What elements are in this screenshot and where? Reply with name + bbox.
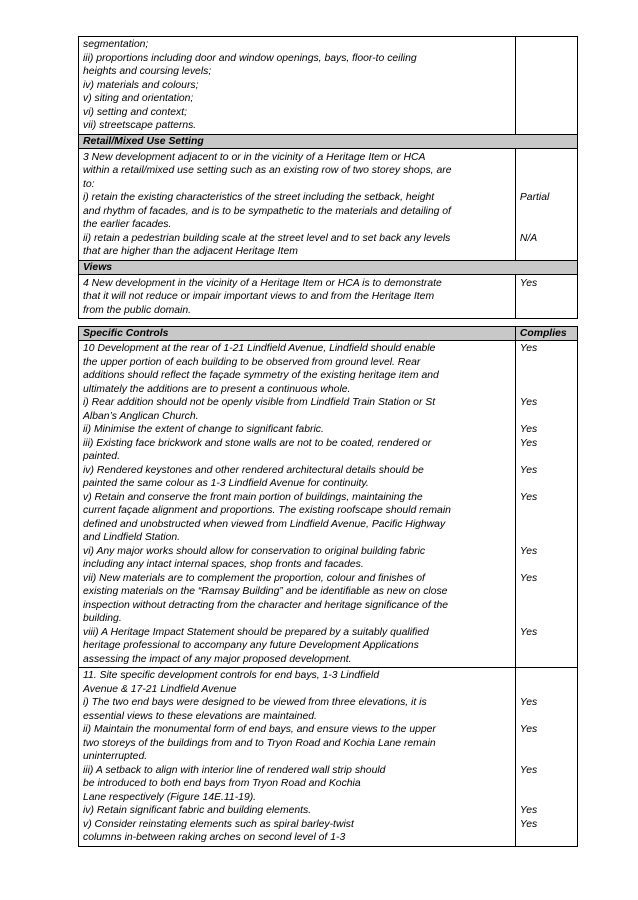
control-text-line: iv) Rendered keystones and other rendered architectural details should be — [83, 464, 424, 476]
views-section-heading: Views — [79, 260, 578, 274]
complies-answer: Yes — [519, 626, 538, 638]
complies-answer — [520, 777, 574, 791]
control-text-line: iii) proportions including door and window openings, bays, floor-to ceiling — [83, 52, 417, 64]
retail-complies-cell — [515, 148, 577, 260]
complies-answer — [520, 669, 574, 683]
control-text-line: i) The two end bays were designed to be viewed from three elevations, it is — [83, 697, 427, 708]
control-text-line: current façade alignment and proportions. The existing roofscape should remain — [83, 505, 451, 516]
control-text-line: additions should reflect the façade symmetry of the existing heritage item and — [83, 370, 439, 381]
control-text-line: iii) Existing face brickwork and stone walls are not to be coated, rendered or — [83, 437, 432, 449]
control-text-line: and Lindfield Station. — [83, 532, 181, 543]
control-text-line: Lane respectively (Figure 14E.11-19). — [83, 791, 257, 803]
control-text-line: vi) setting and context; — [83, 106, 187, 118]
complies-answer: Yes — [519, 724, 538, 735]
specific-controls-table — [78, 326, 578, 847]
control-11-complies-cell — [515, 668, 577, 847]
control-text-line: painted the same colour as 1-3 Lindfield Avenue for continuity. — [83, 478, 369, 489]
complies-answer — [520, 653, 574, 667]
complies-answer — [520, 710, 574, 724]
control-10-cell — [79, 341, 516, 668]
control-text-line: columns in-between raking arches on second level of 1-3 — [83, 832, 346, 843]
table-row — [79, 37, 578, 135]
control-text-line: vii) streetscape patterns. — [83, 120, 197, 131]
control-text-line: iv) Retain significant fabric and building elements. — [83, 805, 312, 816]
complies-answer — [520, 410, 574, 424]
control-text-line: existing materials on the “Ramsay Building” and be identifiable as new on close — [83, 586, 448, 597]
views-complies-cell — [515, 274, 577, 319]
control-text-line: ii) retain a pedestrian building scale at the street level and to set back any levels — [83, 232, 451, 244]
control-text-line: Alban’s Anglican Church. — [83, 410, 199, 422]
views-answer: Yes — [519, 277, 538, 289]
control-text-line: including any intact internal spaces, shop fronts and facades. — [83, 559, 364, 570]
continued-controls-cell — [79, 37, 516, 135]
control-text-line: assessing the impact of any major proposed development. — [83, 653, 352, 665]
control-text-line: ii) Minimise the extent of change to significant fabric. — [83, 424, 324, 435]
table-header-row — [79, 327, 578, 341]
control-text-line: v) Consider reinstating elements such as spiral barley-twist — [83, 818, 354, 830]
control-text-line: 3 New development adjacent to or in the vicinity of a Heritage Item or HCA — [83, 151, 426, 163]
heritage-controls-table-continued — [78, 36, 578, 319]
control-text-line: heights and coursing levels; — [83, 66, 212, 77]
control-text-line: v) siting and orientation; — [83, 93, 194, 104]
control-text-line: the earlier facades. — [83, 219, 172, 230]
control-text-line: that are higher than the adjacent Heritage Item — [83, 246, 298, 257]
retail-answer-na: N/A — [519, 232, 538, 244]
complies-answer — [520, 831, 574, 845]
control-text-line: 10 Development at the rear of 1-21 Lindfield Avenue, Lindfield should enable — [83, 343, 436, 354]
control-text-line: viii) A Heritage Impact Statement should be prepared by a suitably qualified — [83, 626, 429, 638]
control-text-line: vii) New materials are to complement the proportion, colour and finishes of — [83, 572, 425, 584]
control-text-line: Avenue & 17-21 Lindfield Avenue — [83, 683, 237, 695]
complies-answer — [520, 750, 574, 764]
table-row — [79, 668, 578, 847]
control-text-line: the upper portion of each building to be observed from ground level. Rear — [83, 356, 421, 368]
control-text-line: from the public domain. — [83, 304, 192, 316]
control-text-line: to: — [83, 178, 95, 190]
control-text-line: that it will not reduce or impair important views to and from the Heritage Item — [83, 291, 435, 302]
complies-answer: Yes — [519, 424, 538, 435]
views-controls-cell — [79, 274, 516, 319]
control-11-cell — [79, 668, 516, 847]
complies-answer — [520, 612, 574, 626]
control-text-line: 11. Site specific development controls for end bays, 1-3 Lindfield — [83, 670, 380, 681]
complies-answer — [520, 518, 574, 532]
control-text-line: painted. — [83, 451, 120, 462]
table-row — [79, 274, 578, 319]
control-text-line: iii) A setback to align with interior line of rendered wall strip should — [83, 764, 386, 776]
table-row — [79, 341, 578, 668]
complies-answer: Yes — [519, 437, 538, 449]
continued-complies-cell — [515, 37, 577, 135]
complies-answer — [520, 369, 574, 383]
header-complies: Complies — [515, 327, 577, 341]
complies-answer: Yes — [519, 805, 538, 816]
complies-answer — [520, 477, 574, 491]
control-text-line: iv) materials and colours; — [83, 79, 199, 91]
control-text-line: ii) Maintain the monumental form of end bays, and ensure views to the upper — [83, 724, 436, 735]
control-text-line: i) Rear addition should not be openly visible from Lindfield Train Station or St — [83, 397, 436, 408]
complies-answer — [520, 737, 574, 751]
control-text-line: segmentation; — [83, 39, 149, 50]
table-row — [79, 134, 578, 148]
complies-answer — [520, 450, 574, 464]
control-text-line: building. — [83, 613, 122, 624]
complies-answer: Yes — [519, 397, 538, 408]
retail-section-heading: Retail/Mixed Use Setting — [79, 134, 578, 148]
complies-answer — [520, 791, 574, 805]
control-text-line: i) retain the existing characteristics of the street including the setback, height — [83, 192, 435, 203]
retail-controls-cell — [79, 148, 516, 260]
control-text-line: vi) Any major works should allow for conservation to original building fabric — [83, 545, 426, 557]
complies-answer: Yes — [519, 343, 538, 354]
control-text-line: heritage professional to accompany any future Development Applications — [83, 640, 419, 651]
control-text-line: essential views to these elevations are maintained. — [83, 710, 317, 722]
control-text-line: be introduced to both end bays from Tryon Road and Kochia — [83, 778, 361, 789]
complies-answer — [520, 558, 574, 572]
complies-answer: Yes — [519, 545, 538, 557]
complies-answer: Yes — [519, 572, 538, 584]
control-text-line: within a retail/mixed use setting such as an existing row of two storey shops, are — [83, 165, 452, 176]
complies-answer — [520, 639, 574, 653]
complies-answer: Yes — [519, 818, 538, 830]
complies-answer — [520, 531, 574, 545]
complies-answer — [520, 585, 574, 599]
control-text-line: defined and unobstructed when viewed from Lindfield Avenue, Pacific Highway — [83, 518, 446, 530]
complies-answer — [520, 599, 574, 613]
control-text-line: v) Retain and conserve the front main portion of buildings, maintaining the — [83, 491, 423, 503]
retail-answer-partial: Partial — [519, 192, 550, 203]
control-text-line: inspection without detracting from the character and heritage significance of the — [83, 599, 449, 611]
complies-answer: Yes — [519, 491, 538, 503]
control-text-line: 4 New development in the vicinity of a Heritage Item or HCA is to demonstrate — [83, 277, 442, 289]
control-text-line: and rhythm of facades, and is to be sympathetic to the materials and detailing of — [83, 205, 451, 217]
table-row — [79, 148, 578, 260]
control-text-line: ultimately the additions are to present a continuous whole. — [83, 383, 351, 395]
header-specific-controls: Specific Controls — [79, 327, 516, 341]
control-text-line: uninterrupted. — [83, 751, 148, 762]
complies-answer: Yes — [519, 697, 538, 708]
complies-answer — [520, 504, 574, 518]
complies-answer: Yes — [519, 464, 538, 476]
control-10-complies-cell — [515, 341, 577, 668]
table-row — [79, 260, 578, 274]
complies-answer — [520, 356, 574, 370]
complies-answer — [520, 683, 574, 697]
complies-answer: Yes — [519, 764, 538, 776]
complies-answer — [520, 383, 574, 397]
control-text-line: two storeys of the buildings from and to Tryon Road and Kochia Lane remain — [83, 737, 436, 749]
